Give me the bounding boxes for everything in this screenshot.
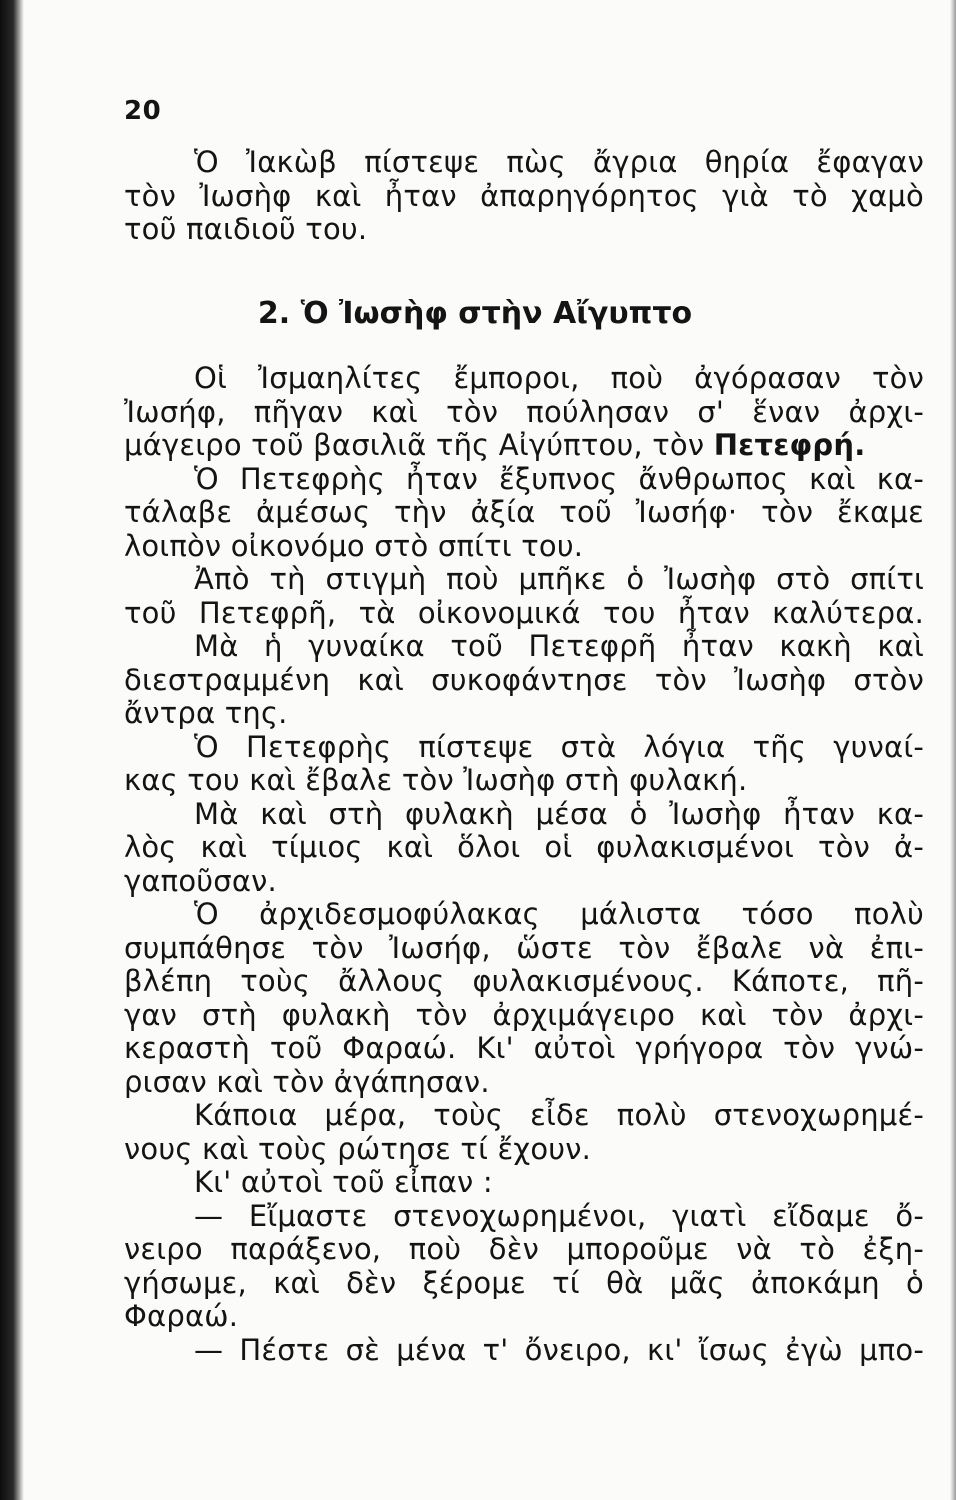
dialogue-line: — Πέστε σὲ μένα τ' ὄνειρο, κι' ἴσως ἐγὼ μπο- [194, 1332, 924, 1367]
bold-name: Πετεφρή. [713, 428, 866, 462]
paragraph-line: τοῦ παιδιοῦ του. [124, 212, 368, 246]
paragraph-line: γαν στὴ φυλακὴ τὸν ἀρχιμάγειρο καὶ τὸν ἀρχι- [124, 997, 924, 1032]
page-number: 20 [124, 96, 162, 126]
paragraph-line: συμπάθησε τὸν Ἰωσήφ, ὥστε τὸν ἔβαλε νὰ ἐπι- [124, 930, 924, 965]
paragraph-line: λὸς καὶ τίμιος καὶ ὅλοι οἱ φυλακισμένοι τὸν ἀ- [124, 830, 924, 864]
paragraph-line: νους καὶ τοὺς ρώτησε τί ἔχουν. [124, 1131, 592, 1166]
section-heading: 2. Ὁ Ἰωσὴφ στὴν Αἴγυπτο [257, 296, 693, 331]
paragraph-line: βλέπη τοὺς ἄλλους φυλακισμένους. Κάποτε, πῆ- [124, 964, 924, 998]
paragraph-line: τὸν Ἰωσὴφ καὶ ἦταν ἀπαρηγόρητος γιὰ τὸ χαμὸ [124, 178, 924, 213]
paragraph-line: Ὁ Πετεφρὴς ἦταν ἔξυπνος ἄνθρωπος καὶ κα- [194, 461, 924, 496]
paragraph-line: κας του καὶ ἔβαλε τὸν Ἰωσὴφ στὴ φυλακή. [124, 763, 748, 797]
paragraph-line: διεστραμμένη καὶ συκοφάντησε τὸν Ἰωσὴφ στὸν [124, 662, 924, 697]
paragraph-line: κεραστὴ τοῦ Φαραώ. Κι' αὐτοὶ γρήγορα τὸν γνώ- [124, 1031, 924, 1065]
paragraph-line [124, 429, 924, 463]
text-block [124, 362, 924, 1367]
paragraph-line: Ὁ Πετεφρὴς πίστεψε στὰ λόγια τῆς γυναί- [194, 729, 924, 764]
paragraph-line: τοῦ Πετεφρῆ, τὰ οἰκονομικά του ἦταν καλύτερα. [124, 595, 924, 630]
paragraph-line: γαποῦσαν. [124, 863, 277, 898]
paragraph-line: Ἰωσήφ, πῆγαν καὶ τὸν πούλησαν σ' ἕναν ἀρχι- [124, 394, 924, 429]
paragraph-line: ἄντρα της. [124, 696, 288, 730]
paragraph-line: τάλαβε ἀμέσως τὴν ἀξία τοῦ Ἰωσήφ· τὸν ἔκαμε [124, 495, 924, 529]
page-shadow-right [950, 0, 956, 1500]
paragraph-line: νειρο παράξενο, ποὺ δὲν μποροῦμε νὰ τὸ ἐξη- [124, 1232, 924, 1266]
paragraph-line: Οἱ Ἰσμαηλίτες ἔμποροι, ποὺ ἀγόρασαν τὸν [194, 361, 924, 395]
paragraph-line: γήσωμε, καὶ δὲν ξέρομε τί θὰ μᾶς ἀποκάμη ὁ [124, 1265, 924, 1300]
paragraph-line: Κάποια μέρα, τοὺς εἶδε πολὺ στενοχωρημέ- [194, 1098, 924, 1132]
dialogue-line: — Εἴμαστε στενοχωρημένοι, γιατὶ εἴδαμε ὄ- [194, 1198, 924, 1233]
paragraph-line: Ὁ Ἰακὼβ πίστεψε πὼς ἄγρια θηρία ἔφαγαν [194, 145, 924, 179]
paragraph-line: Κι' αὐτοὶ τοῦ εἶπαν : [194, 1165, 493, 1199]
paragraph-line: λοιπὸν οἰκονόμο στὸ σπίτι του. [124, 528, 584, 563]
paragraph-line: Μὰ ἡ γυναίκα τοῦ Πετεφρῆ ἦταν κακὴ καὶ [194, 629, 924, 663]
line-text: μάγειρο τοῦ βασιλιᾶ τῆς Αἰγύπτου, τὸν [124, 428, 714, 462]
paragraph-line: Φαραώ. [124, 1299, 239, 1333]
paragraph-line: ρισαν καὶ τὸν ἀγάπησαν. [124, 1064, 490, 1099]
paragraph-line: Ὁ ἀρχιδεσμοφύλακας μάλιστα τόσο πολὺ [194, 897, 924, 931]
paragraph-line: Ἀπὸ τὴ στιγμὴ ποὺ μπῆκε ὁ Ἰωσὴφ στὸ σπίτι [194, 562, 924, 596]
paragraph-line: Μὰ καὶ στὴ φυλακὴ μέσα ὁ Ἰωσὴφ ἦταν κα- [194, 796, 924, 831]
page-shadow-left [0, 0, 24, 1500]
text-block [124, 146, 924, 247]
